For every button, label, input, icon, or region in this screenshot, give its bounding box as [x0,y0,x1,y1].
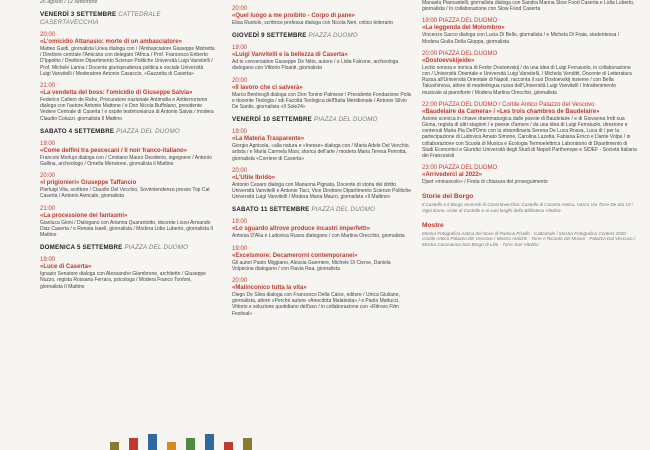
event-time: 20:00 [40,32,56,38]
day-heading: VENERDÌ 10 SETTEMBRE PIAZZA DEL DUOMO [232,116,378,124]
event-description: Gianluca Gioni / Dialogano con Arianna Quarantotto, docente Liceo Armando Diaz Caserta / e Renata Isaell, giornalista / Modera Lidia Luberto, giornalista Il Mattino [40,219,213,239]
day-heading: GIOVEDÌ 9 SETTEMBRE PIAZZA DUOMO [232,32,358,40]
event-title: «Quel luogo a me proibito - Corpo di pane» [232,13,356,19]
event-item [40,257,215,290]
event-time: 19:00 [40,140,56,147]
event-description: Ad te conversation Giuseppe De Nitto, autore / e Lidia Falcone, archeologa dialogano con Vittorio Pisanti, giornalista [232,59,399,72]
event-description: Gli autori Paolo Miggiano, Alessia Guerriere, Michele Di Cierve, Daniela Volpecina dialogano / con Flavia Rea, giornalista [232,259,391,272]
day-block [40,128,215,238]
event-time: 20:00 [232,278,248,285]
event-title: «Dostoevskijeide» [422,57,475,64]
event-time: 19:00 [232,245,248,252]
event-description: Elisa Ruotolo, scrittrice professa dialoga con Nicola Neri, critico letterario [232,20,393,26]
program-column-3 [422,0,637,450]
event-description: Matteo Guidi, giornalista Linea dialoga con / l'Ambasciatore Giuseppe Mistretta / Direttore centrale l'Amicizia con delegato l'Africa / Prof. Francesco Eriberto D'Ippolito / Direttore Dipartimento Scienze Politiche Università Luigi Vanvitelli / Prof. Michele Lanna / Docente giurisprudenza politica e sociale Università Luigi Vanvitelli / Moderatore Antonio Casaccio, «Gazzetta di Caserta» [40,46,215,77]
event-description: Federico Cafiero de Raho, Procuratore nazionale Antimafia e Antiterrorismo dialoga con l'autore Antonio Mattone / e Don Nicola Buffolano, presidente Vedere Centrale di Caserta / e ospite testimonianza di Antonio Salvia / modera Claudio Coluzzi, giornalista Il Mattino [40,97,214,122]
event-time: 19:00 [232,129,248,136]
section-description: Il Castello e il Borgo recensiti di Casertavecchia: Castello di Caserta Antica, Vasco Via Torre De Sio 19 / Ogni tiorno. visite al Castello e ai suoi luoghi della Biblioteca Vitolina [422,202,634,214]
event-title: «Luigi Vanvitelli e la bellezza di Caserta» [232,52,348,59]
event-time: 23:00 PIAZZA DEL DUOMO [422,165,498,172]
event-description: Giorgio Agnisola, «alla natura e «Inesse» dialoga con / Maria Adele Del Vecchio, artista / e Maria Carmela Masi, storica dell'arte / modera Maria Teresa Perrotta, giornalista «Corriere di Caserta» [232,143,410,162]
event-item [232,278,412,317]
section-title: Storie del Borgo [422,193,474,201]
event-title: «I prigionieri» Giuseppe Taffancio [40,180,137,187]
event-title: «Il lavoro che ci salverà» [232,84,303,91]
program-column-2 [232,0,412,450]
day-block [232,32,412,110]
event-description: Antonia D'Alia e Ludovica Russo dialogano / con Martina Orecchio, giornalista [232,233,405,240]
event-description: Azione scenica in chiave drammaturgica dalle poesie di Baudelaire / e di Giovanna Irrdi sua Giona, regista di altri stagioni / e poesie d'amore / da una idea di Luigi Ferraiuolo, direzione e contenuti Maria Pia Dell'Omo con la straordinaria Serena De Luca Rossa, Luca di / per la partecipazione di Ludovica Amato Simone, Carolina Luzetta, Fabiana Errico e Dante Volpe / in collaborazione con Scuola di Musica e Ecologia Termoelettrica Laboratorio di Dipartimento di Studi Economici e Giuridici Università degli Studi di Napoli Parthenope e SIDEF - Società Italiana dei Francesisti [422,115,637,160]
event-description: Djset «minuscolo» / Festa di chiusura del proseguimento [422,179,548,186]
event-time: 20:00 [232,167,248,174]
event-description: Ignazio Senatore dialoga con Alessandro Giambrone, architetto / Giuseppe Nuzzo, regista Rossana Ferrara, psicologa / Modera Franco Tonfoni, giornalista Il Mattino [40,271,206,290]
event-time: 22:00 PIAZZA DEL DUOMO / Cortile Antico Palazzo del Vescovo [422,101,595,108]
header-dates: 26 agosto / 12 settembre [40,0,98,5]
event-item [232,6,412,26]
event-description: Antonio Cesaro dialoga con Marianna Pignata, Docente di storia del diritto Università Vanvitelli e Antonio Tisci, Vice Direttore Dipartimento Scienze Politiche Università Luigi Vanvitelli / Modera Maria Mauro, giornalista «Il Mattino» [232,181,412,201]
event-time: 20:00 [40,173,56,180]
event-item [232,219,412,239]
event-time: 20:00 PIAZZA DEL DUOMO [422,50,498,57]
section-block [422,193,637,213]
event-description: Pierluigi Vita, scrittore / Claudio Del Vecchio, Sovrintendenza presso Top Cat Caserta / Antonio Avincale, giornalista [40,187,210,200]
event-time: 19:00 [40,257,56,264]
event-title: «L'Utile Ibrido» [232,174,276,181]
event-time: 19:00 [232,219,248,226]
logo-stripe [167,442,176,450]
event-title: «Lo sguardo altrove produce incastri imperfetti» [232,226,371,233]
event-item [40,83,215,122]
event-title: «L'omicidio Attanasio: morte di un ambasciatore» [40,39,182,45]
event-item [422,51,637,96]
event-description: Vincenzo Sacco dialoga con Lucia Di Bello, giornalista / e Michela Di Fraia, studentessa / Modera Giulia Della Gioppa, giornalista [422,32,620,45]
event-title: «La processione dei fantasmi» [40,212,128,219]
day-block [232,116,412,200]
event-description: Manuela Piancastelli, giornalista dialoga con Sandra Manna Slow Food Caserta e Lidia Luberto, giornalista / In collaborazione con Slow Food Caserta [422,0,635,13]
section-description: Mostra Fotografica Antica del Novo di Patricia Pisullo · Cattedrale / Mostra Fotografica Contest 2020 · Cortile Antico Palazzo del Vescovo / Mostra Antiche · Torre e Ricordo del Museo · Palazzo Dal Vescovo / Mostra Casorianna San Borgo di Litio · Torre San Vitolino [422,230,636,247]
day-heading: VENERDÌ 3 SETTEMBRE CATTEDRALE CASERTAVECCHIA [40,11,161,26]
day-block [422,0,637,185]
event-item [232,168,412,201]
logo-stripe [110,442,119,450]
event-item [422,18,637,44]
event-time: 20:00 [232,6,248,12]
logo-stripe [186,438,195,450]
event-time: 21:00 [40,205,56,212]
day-block [232,206,412,316]
event-item [40,206,215,239]
day-block [232,6,412,26]
logo-stripe [243,438,252,450]
event-title: «La leggenda del Molombro» [422,25,505,32]
program-column-1 [40,0,215,450]
event-time: 20:00 [232,77,248,84]
event-time: 19:00 [232,45,248,52]
day-heading: SABATO 4 SETTEMBRE PIAZZA DEL DUOMO [40,127,180,135]
logo-stripe [205,434,214,450]
event-title: «Malinconico tutta la vita» [232,285,307,292]
event-item [232,78,412,111]
event-title: «Baudelaire da Camera» / «Les trois chambres de Baudelaire» [422,108,600,115]
section-title: Mostre [422,221,444,229]
section-block [422,222,637,248]
event-description: Lectio sonora e ironica di Fedor Dostoevskij / da una idea di Luigi Ferraiuolo, in collaborazione con / Università Orientale e Università Luigi Vanvitelli, / Michela Venditti, Docente di Letteratura Russa all'Università Orientale di Napoli, racconta il suo Dostoevskij insieme / con Bella Takushinova, attore di madrelingua russa dell'Università Luigi Vanvitelli / Intrattenimento musicale al pianoforte / Modera Martina Orecchio, giornalista [422,64,632,96]
day-heading: SABATO 11 SETTEMBRE PIAZZA DEL DUOMO [232,206,376,214]
event-title: «Come delfini tra pescecani / Il noir franco-italiano» [40,147,188,154]
event-title: «La vendetta del boss: l'omicidio di Giuseppe Salvia» [40,90,193,97]
event-description: Marco Bentivogli dialoga con Don Tonino Palmese / Presidente Fondazione Polis e docente Teologia / sdi Facoltà Teologica dell'Italia Meridionale / Antonio Silvio De Santis, giornalista «Il Sole24» [232,91,412,111]
event-title: «Arrivederci al 2022» [422,172,483,179]
event-description: Francois Morlupi dialoga con / Cristiano Mauro Desiderio, ingegnere / Antonio Gallina, archeologo / Ornella Mensione, giornalista il Mattino [40,154,212,168]
day-heading: DOMENICA 5 SETTEMBRE PIAZZA DEL DUOMO [40,244,189,252]
event-description: Diego De Silva dialoga con Francesco Della Calce, editore / Unica Giuliano, giornalista, attore «Perché autore «Anecdota Malatesta» / e Paola Mattucci, Vittorio e soluzione quotidiano dell'uso / in collaborazione con «Ritrovo Film Festival» [232,292,400,317]
event-time: 21:00 [40,83,56,90]
event-item [40,173,215,199]
event-item [232,246,412,272]
logo-stripe [129,438,138,450]
event-item [232,129,412,162]
event-title: «La Materia Trasparente» [232,136,305,143]
day-block [40,244,215,290]
logo-stripe [224,442,233,450]
event-item [422,102,637,159]
event-item [40,32,215,77]
event-item [232,45,412,71]
event-title: «Excelsmore: Decamerorni contemporanei» [232,252,358,259]
event-item [422,165,637,185]
event-item [422,0,637,12]
event-time: 19:00 PIAZZA DEL DUOMO [422,18,498,25]
logo-stripe [148,434,157,450]
event-item [40,141,215,167]
sponsor-logo-strip [110,434,430,450]
event-title: «Luce di Caserta» [40,264,92,271]
day-block [40,11,215,122]
